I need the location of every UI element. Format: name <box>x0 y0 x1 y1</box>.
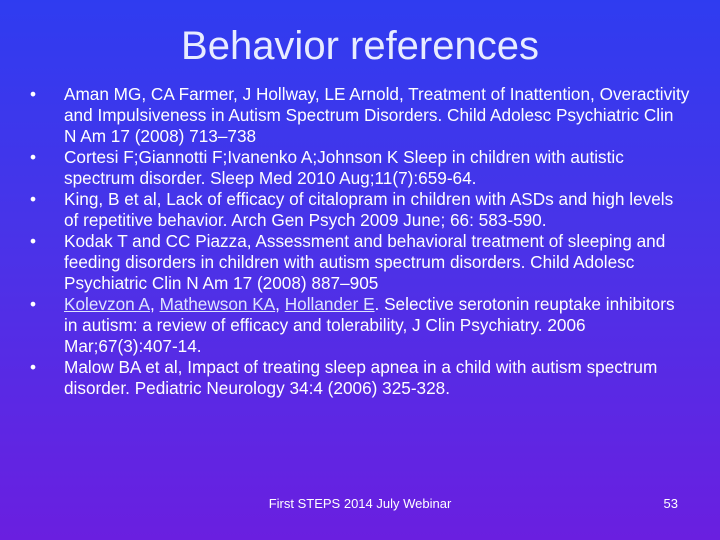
author-link-mathewson[interactable]: Mathewson KA <box>159 294 276 314</box>
author-separator: , <box>275 294 285 314</box>
bullet-icon: • <box>30 84 37 104</box>
reference-text: Cortesi F;Giannotti F;Ivanenko A;Johnson K Sleep in children with autistic spectrum disorder. Sleep Med 2010 Aug;11(7):659-64. <box>64 147 624 188</box>
reference-list <box>30 84 690 399</box>
author-link-kolevzon[interactable]: Kolevzon A <box>64 294 150 314</box>
page-number: 53 <box>663 496 678 511</box>
reference-text <box>64 294 690 357</box>
bullet-icon: • <box>30 147 37 167</box>
slide-title: Behavior references <box>181 24 539 68</box>
reference-text: Kodak T and CC Piazza, Assessment and behavioral treatment of sleeping and feeding disorders in children with autism spectrum disorders. Child Adolesc Psychiatric Clin N Am 17 (2008) 887–905 <box>64 231 666 293</box>
reference-text: Malow BA et al, Impact of treating sleep apnea in a child with autism spectrum disorder. Pediatric Neurology 34:4 (2006) 325-328. <box>64 357 658 398</box>
bullet-icon: • <box>30 189 37 209</box>
reference-item <box>30 231 690 294</box>
reference-item <box>30 84 690 147</box>
footer-text: First STEPS 2014 July Webinar <box>268 496 452 511</box>
reference-rest: . Selective serotonin reuptake inhibitors in autism: a review of efficacy and tolerability, J Clin Psychiatry. 2006 Mar;67(3):407-14. <box>64 294 675 356</box>
author-link-hollander[interactable]: Hollander E <box>284 294 375 314</box>
reference-text: Aman MG, CA Farmer, J Hollway, LE Arnold, Treatment of Inattention, Overactivity and Impulsiveness in Autism Spectrum Disorders. Child Adolesc Psychiatric Clin N Am 17 (2008) 713–738 <box>64 84 690 146</box>
reference-item <box>30 294 690 357</box>
bullet-icon: • <box>30 231 37 251</box>
bullet-icon: • <box>30 357 37 377</box>
author-separator: , <box>150 294 160 314</box>
reference-item <box>30 189 690 231</box>
reference-item <box>30 147 690 189</box>
reference-item <box>30 357 690 399</box>
reference-text: King, B et al, Lack of efficacy of citalopram in children with ASDs and high levels of repetitive behavior. Arch Gen Psych 2009 June; 66: 583-590. <box>64 189 674 230</box>
bullet-icon: • <box>30 294 37 314</box>
